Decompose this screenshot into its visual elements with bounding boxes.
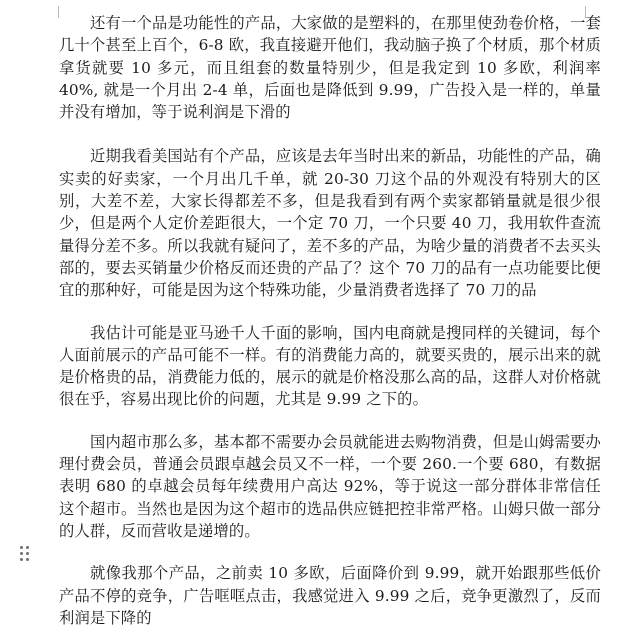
paragraph[interactable]: 近期我看美国站有个产品，应该是去年当时出来的新品，功能性的产品，确实卖的好卖家，一个月出几千单，就 20-30 刀这个品的外观没有特别大的区别，大差不差，大家长得都差不多，但是我看到有两个卖家都销量就是很少很少，但是两个人定价差距很大，一个定 70 刀，一个只要 40 刀，我用软件查流量得分差不多。所以我就有疑问了，差不多的产品，为啥少量的消费者不去买头部的，要去买销量少价格反而还贵的产品了？这个 70 刀的品有一点功能要比便宜的那种好，可能是因为这个特殊功能，少量消费者选择了 70 刀的品	[59, 147, 601, 300]
paragraph[interactable]: 还有一个品是功能性的产品，大家做的是塑料的，在那里使劲卷价格，一套几十个甚至上百个，6-8 欧，我直接避开他们，我动脑子换了个材质，那个材质拿货就要 10 多元，而且组套的数量特别少，但是我定到 10 多欧，利润率 40%, 就是一个月出 2-4 单，后面也是降低到 9.99，广告投入是一样的，单量并没有增加，等于说利润是下滑的	[59, 14, 601, 122]
paragraph[interactable]: 国内超市那么多，基本都不需要办会员就能进去购物消费，但是山姆需要办理付费会员，普通会员跟卓越会员又不一样，一个要 260.一个要 680，有数据表明 680 的卓越会员每年续费用户高达 92%，等于说这一部分群体非常信任这个超市。当然也是因为这个超市的选品供应链把控非常严格。山姆只做一部分的人群，反而营收是递增的。	[59, 432, 601, 540]
paragraph-spacer	[59, 411, 601, 431]
paragraph-spacer	[59, 302, 601, 322]
paragraph[interactable]: 我估计可能是亚马逊千人千面的影响，国内电商就是搜同样的关键词，每个人面前展示的产品可能不一样。有的消费能力高的，就要买贵的，展示出来的就是价格贵的品，消费能力低的，展示的就是价格没那么高的品，这群人对价格就很在乎，容易出现比价的问题，尤其是 9.99 之下的。	[59, 323, 601, 409]
paragraph-spacer	[59, 123, 601, 145]
paragraph-spacer	[59, 542, 601, 562]
paragraph[interactable]: 就像我那个产品，之前卖 10 多欧，后面降价到 9.99，就开始跟那些低价产品不停的竞争，广告哐哐点击，我感觉进入 9.99 之后，竞争更激烈了，反而利润是下降的	[59, 564, 601, 627]
document-body[interactable]	[59, 12, 601, 629]
drag-handle-icon[interactable]	[20, 546, 30, 562]
margin-corner-mark	[48, 6, 59, 18]
